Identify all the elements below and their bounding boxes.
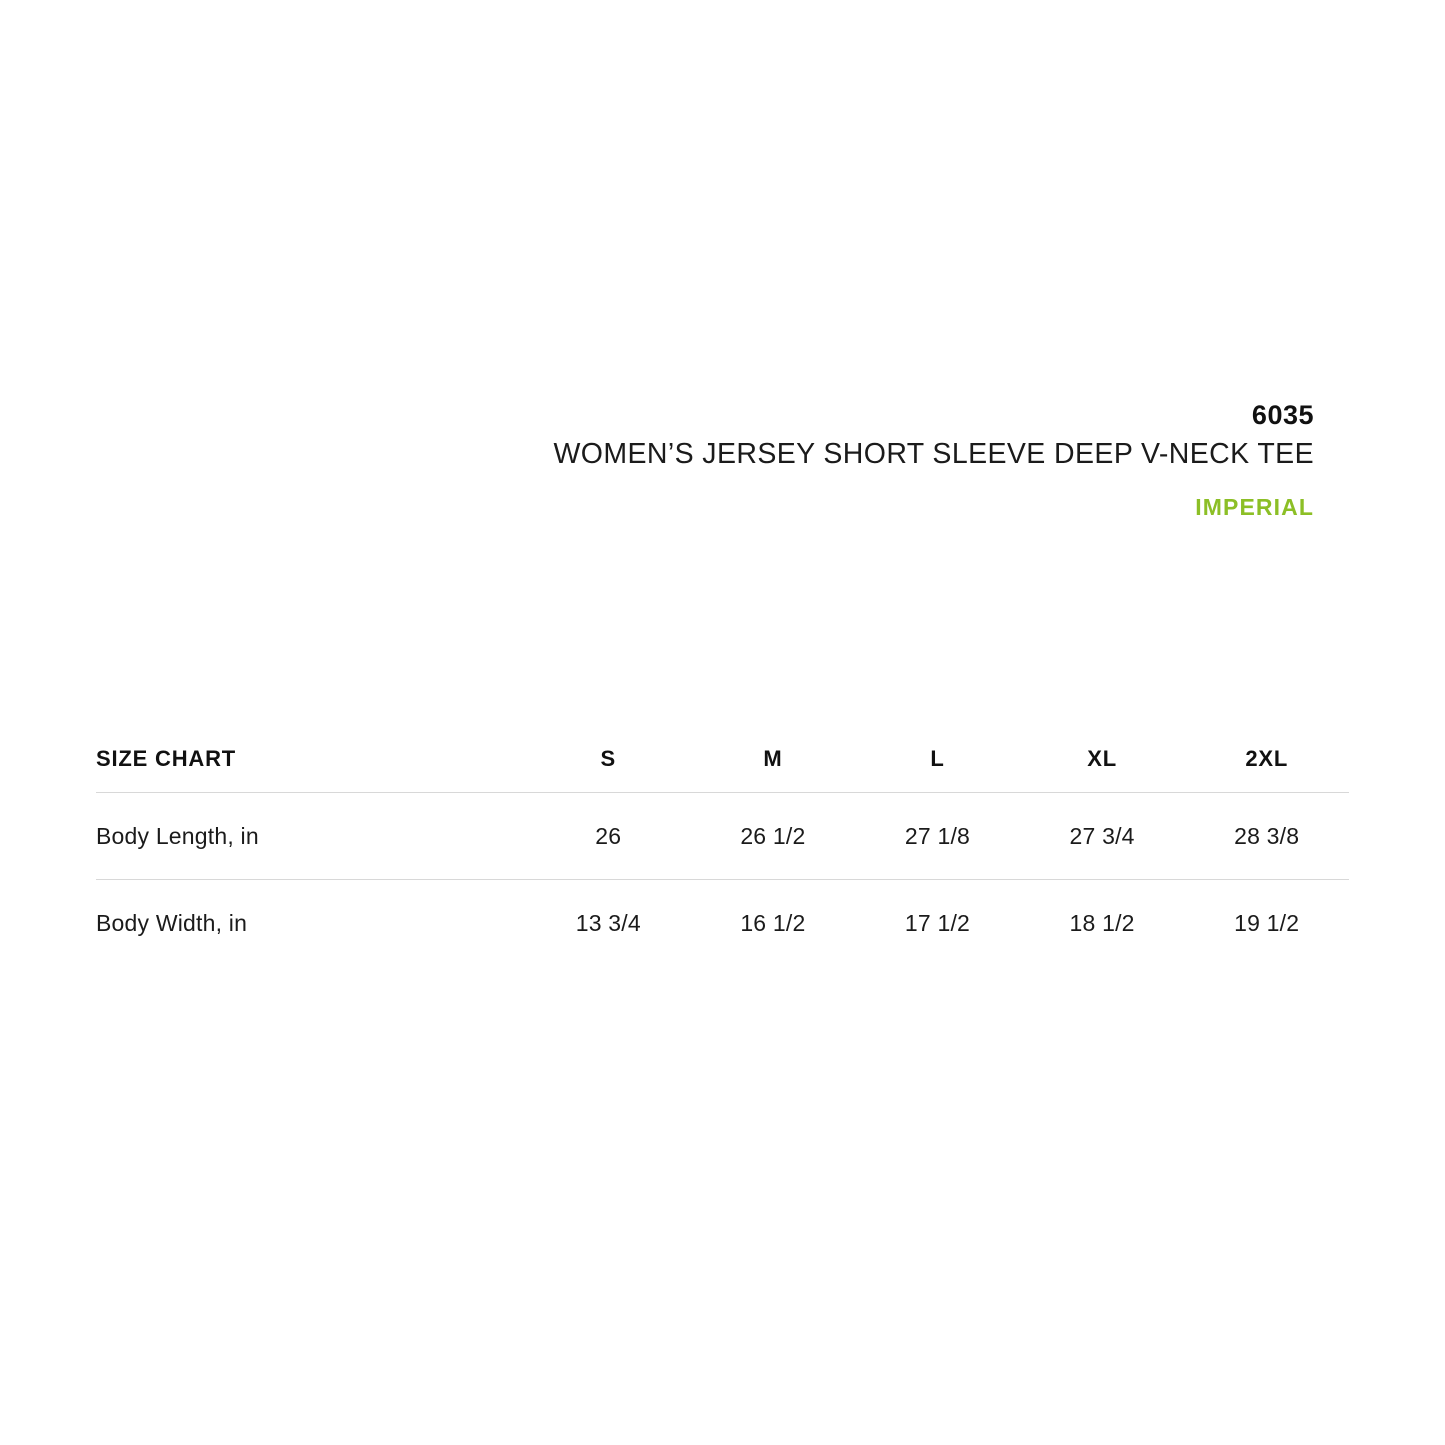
cell-body-length-2xl: 28 3/8: [1184, 793, 1349, 880]
cell-body-width-m: 16 1/2: [740, 909, 806, 936]
product-header: [553, 398, 1314, 521]
column-header-2xl: 2XL: [1184, 726, 1349, 793]
column-header-l: L: [855, 726, 1020, 793]
size-chart-heading: SIZE CHART: [96, 726, 526, 793]
style-number: 6035: [1251, 400, 1314, 430]
cell-body-width-l: 17 1/2: [904, 909, 971, 936]
size-chart-container: [96, 726, 1349, 966]
cell-body-length-l: 27 1/8: [855, 793, 1020, 880]
unit-system-label: IMPERIAL: [1195, 494, 1314, 520]
column-header-s: S: [526, 726, 691, 793]
table-body: [96, 793, 1349, 967]
cell-body-length-s: 26: [526, 793, 691, 880]
cell-body-width-xl: 18 1/2: [1069, 909, 1135, 936]
cell-body-width-2xl: 19 1/2: [1234, 909, 1300, 936]
table-row: [96, 880, 1349, 967]
row-label-body-length: Body Length, in: [96, 793, 526, 880]
table-row: [96, 793, 1349, 880]
cell-body-width-s: 13 3/4: [575, 909, 641, 936]
cell-body-length-xl: 27 3/4: [1020, 793, 1185, 880]
column-header-m: M: [691, 726, 856, 793]
column-header-xl: XL: [1020, 726, 1185, 793]
size-chart-table: [96, 726, 1349, 966]
cell-body-length-m: 26 1/2: [691, 793, 856, 880]
table-header-row: [96, 726, 1349, 793]
table-head: [96, 726, 1349, 793]
page-title: WOMEN’S JERSEY SHORT SLEEVE DEEP V-NECK TEE: [553, 438, 1314, 470]
row-label-body-width: Body Width, in: [96, 909, 248, 936]
